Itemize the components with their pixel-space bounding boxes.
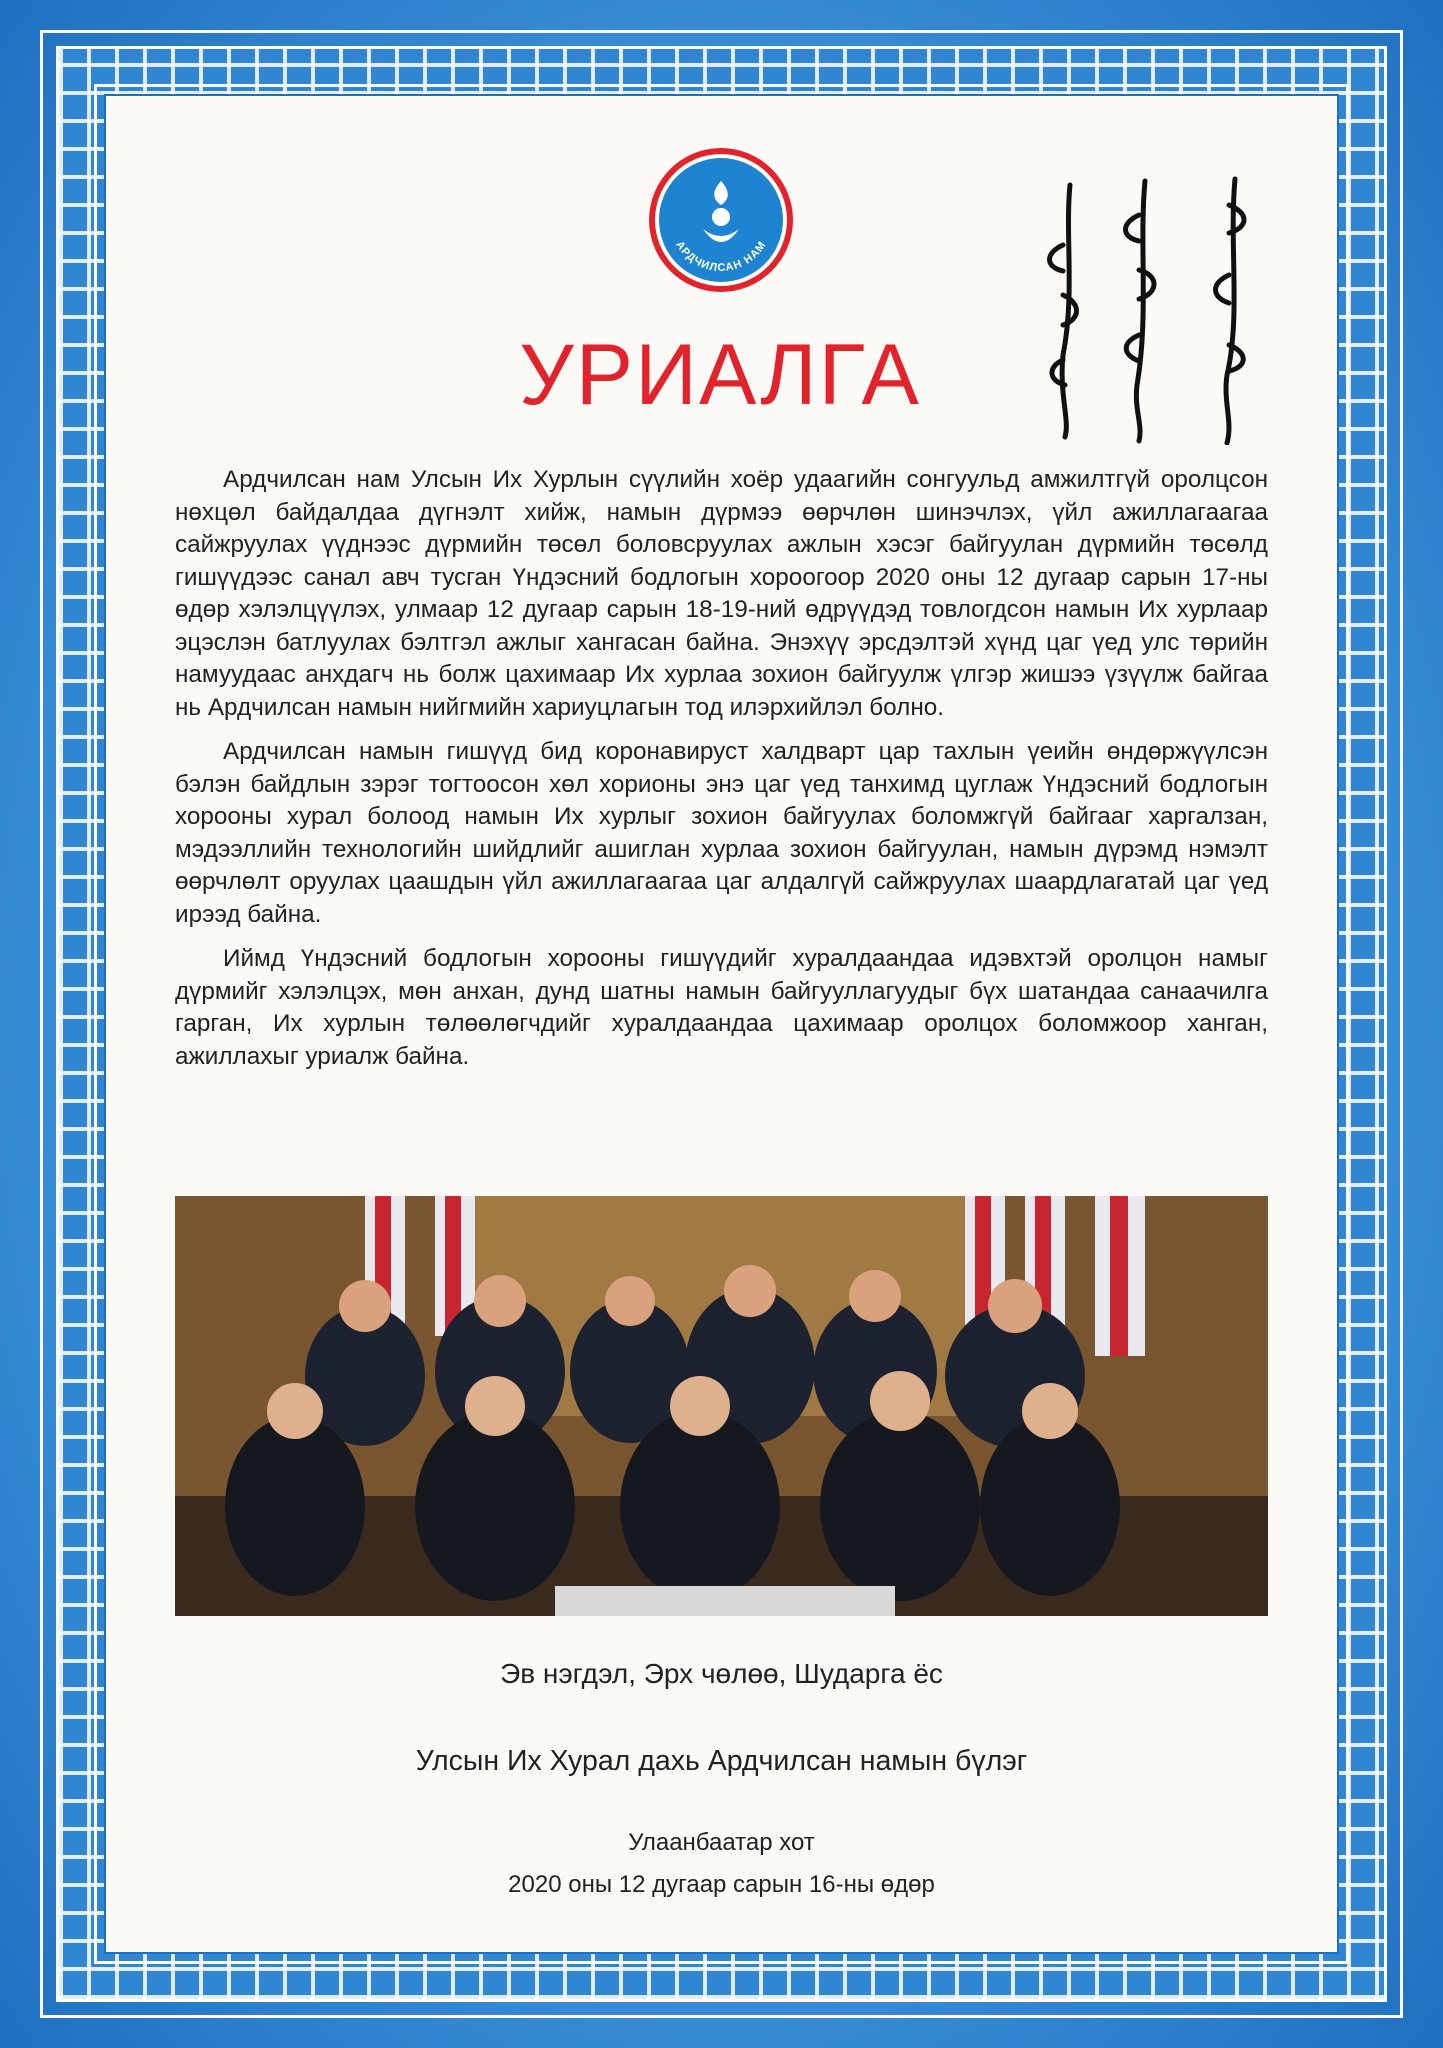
paragraph: Ардчилсан намын гишүүд бид коронавируст халдварт цар тахлын үеийн өндөржүүлсэн бэлэн байдлын зэрэг тогтоосон хөл хорионы энэ цаг үед танхимд цуглаж Үндэсний бодлогын хорооны хурал болоод намын Их хурлыг зохион байгуулах боломжгүй байгааг харгалзан, мэдээллийн технологийн шийдлийг ашиглан хурлаа зохион байгуулан, намын дүрэмд нэмэлт өөрчлөлт оруулах цаашдын үйл ажиллагаагаа цаг алдалгүй сайжруулах шаардлагатай цаг үед ирээд байна.	[175, 738, 1268, 928]
date-line: 2020 оны 12 дугаар сарын 16-ны өдөр	[508, 1871, 935, 1898]
signatory-group: Улсын Их Хурал дахь Ардчилсан намын бүлэг	[415, 1745, 1028, 1777]
appeal-body	[175, 464, 1268, 1085]
page-title: УРИАЛГА	[519, 327, 921, 423]
logo-text: АРДЧИЛСАН НАМ	[673, 239, 769, 275]
paragraph: Иймд Үндэсний бодлогын хорооны гишүүдийг хуралдаандаа идэвхтэй оролцон намыг дүрмийг хэлэлцэх, мөн анхан, дунд шатны намын байгууллагуудыг бүх шатандаа санаачилга гарган, Их хурлын төлөөлөгчдийг хуралдаандаа цахимаар оролцох боломжоор ханган, ажиллахыг уриалж байна.	[175, 945, 1268, 1070]
party-logo	[648, 147, 794, 293]
group-photo	[175, 1196, 1268, 1616]
paragraph: Ардчилсан нам Улсын Их Хурлын сүүлийн хоёр удаагийн сонгуульд амжилтгүй оролцсон нөхцөл байдалдаа дүгнэлт хийж, намын дүрмээ өөрчлөн шинэчлэх, үйл ажиллагаагаа сайжруулах үүднээс дүрмийн төсөл боловсруулах ажлын хэсэг байгуулан дүрмийн төсөлд гишүүдээс санал авч тусган Үндэсний бодлогын хороогоор 2020 оны 12 дугаар сарын 17-ны өдөр хэлэлцүүлэх, улмаар 12 дугаар сарын 18-19-ний өдрүүдэд товлогдсон намын Их хурлаар эцэслэн батлуулах бэлтгэл ажлыг хангасан байна. Энэхүү эрсдэлтэй хүнд цаг үед улс төрийн намуудаас анхдагч нь болж цахимаар Их хурлаа зохион байгуулж үлгэр жишээ үзүүлж байгаа нь Ардчилсан намын нийгмийн хариуцлагын тод илэрхийлэл болно.	[175, 466, 1268, 721]
party-slogan: Эв нэгдэл, Эрх чөлөө, Шударга ёс	[500, 1658, 943, 1689]
place-line: Улаанбаатар хот	[628, 1829, 815, 1856]
mongolian-script-calligraphy	[1035, 175, 1295, 445]
